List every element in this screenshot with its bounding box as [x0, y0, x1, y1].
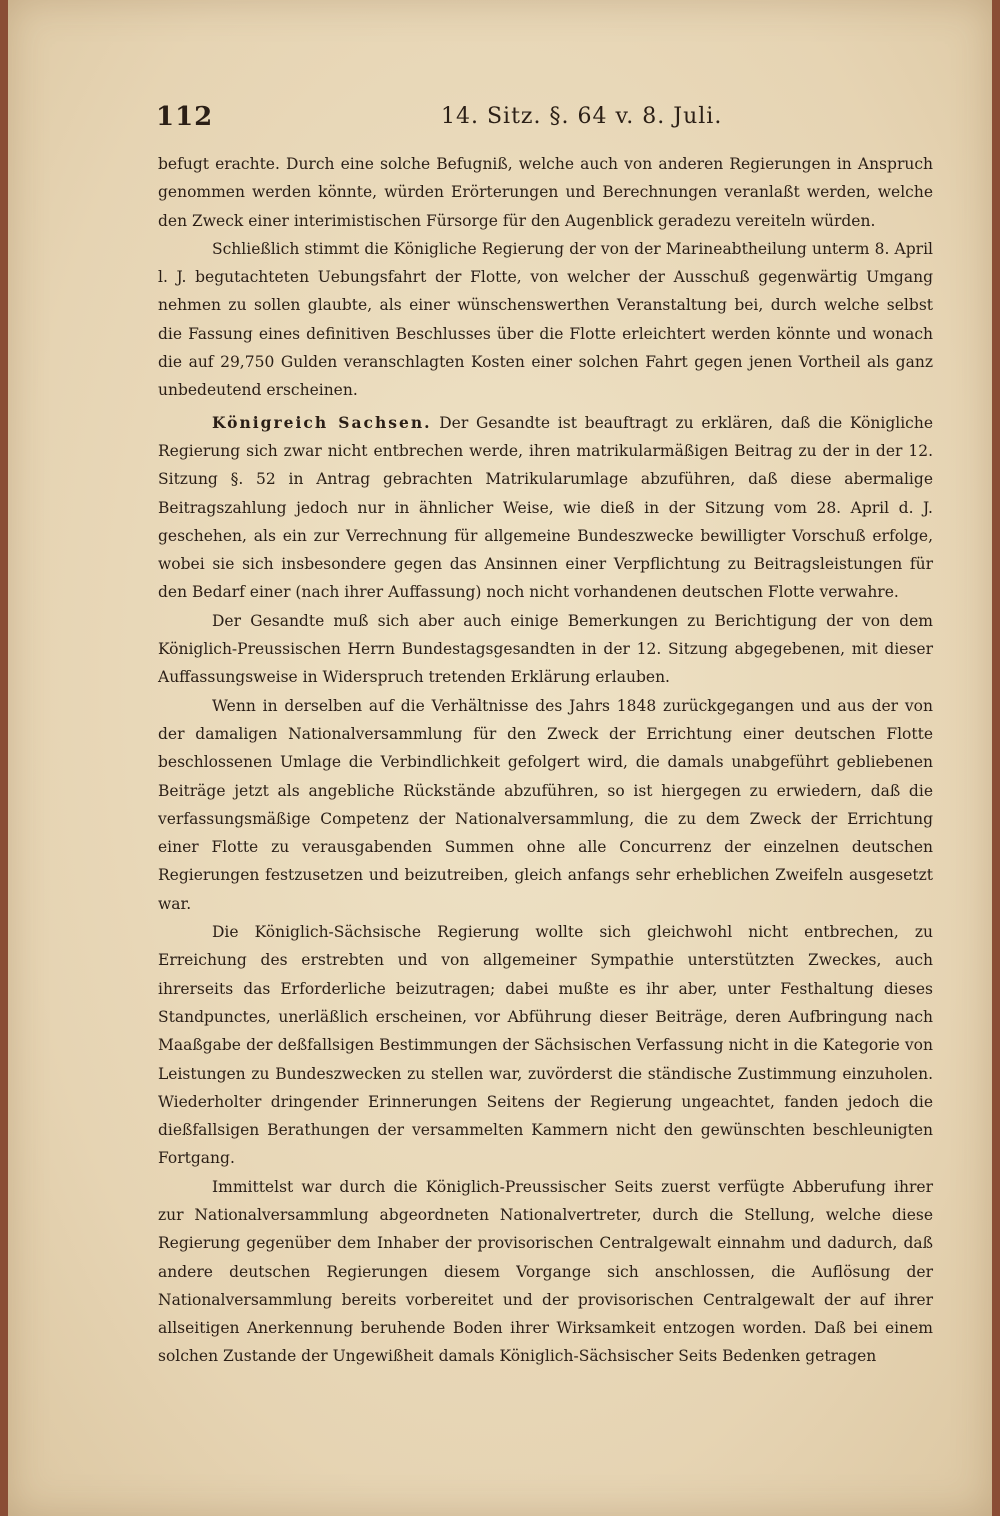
paragraph-4: Der Gesandte muß sich aber auch einige Bemerkungen zu Berichtigung der von dem Königlich-Preussischen Herrn Bundestagsgesandten in der 12. Sitzung abgegebenen, mit dieser Auffassungsweise in Widerspruch tretenden Erklärung erlauben. — [158, 611, 933, 687]
paragraph-3-text: Der Gesandte ist beauftragt zu erklären, daß die Königliche Regierung sich zwar nicht entbrechen werde, ihren matrikularmäßigen Beitrag zu der in der 12. Sitzung §. 52 in Antrag gebrachten Matrikularumlage abzuführen, daß diese abermalige Beitragszahlung jedoch nur in ähnlicher Weise, wie dieß in der Sitzung vom 28. April d. J. geschehen, als ein zur Verrechnung für allgemeine Bundeszwecke bewilligter Vorschuß erfolge, wobei sie sich insbesondere gegen das Ansinnen einer Verpflichtung zu Beitragsleistungen für den Bedarf einer (nach ihrer Auffassung) noch nicht vorhandenen deutschen Flotte verwahre. — [158, 413, 933, 602]
paragraph-3 — [158, 409, 933, 607]
page-number: 112 — [156, 102, 214, 132]
paragraph-6: Die Königlich-Sächsische Regierung wollte sich gleichwohl nicht entbrechen, zu Erreichung des erstrebten und von allgemeiner Sympathie unterstützten Zweckes, auch ihrerseits das Erforderliche beizutragen; dabei mußte es ihr aber, unter Festhaltung dieses Standpunctes, unerläßlich erscheinen, vor Abführung dieser Beiträge, deren Aufbringung nach Maaßgabe der deßfallsigen Bestimmungen der Sächsischen Verfassung nicht in die Kategorie von Leistungen zu Bundeszwecken zu stellen war, zuvörderst die ständische Zustimmung einzuholen. Wiederholter dringender Erinnerungen Seitens der Regierung ungeachtet, fanden jedoch die dießfallsigen Berathungen der versammelten Kammern nicht den gewünschten beschleunigten Fortgang. — [158, 923, 933, 1168]
section-heading: Königreich Sachsen. — [212, 412, 432, 432]
paragraph-1: befugt erachte. Durch eine solche Befugniß, welche auch von anderen Regierungen in Anspruch genommen werden könnte, würden Erörterungen und Berechnungen veranlaßt werden, welche den Zweck einer interimistischen Fürsorge für den Augenblick geradezu vereiteln würden. — [158, 155, 933, 230]
page-header — [156, 102, 931, 142]
paragraph-7: Immittelst war durch die Königlich-Preussischer Seits zuerst verfügte Abberufung ihrer zur Nationalversammlung abgeordneten Nationalvertreter, durch die Stellung, welche diese Regierung gegenüber dem Inhaber der provisorischen Centralgewalt einnahm und dadurch, daß andere deutschen Regierungen diesem Vorgange sich anschlossen, die Auflösung der Nationalversammlung bereits vorbereitet und der provisorischen Centralgewalt der auf ihrer allseitigen Anerkennung beruhende Boden ihrer Wirksamkeit entzogen worden. Daß bei einem solchen Zustande der Ungewißheit damals Königlich-Sächsischer Seits Bedenken getragen — [158, 1177, 933, 1366]
paragraph-2: Schließlich stimmt die Königliche Regierung der von der Marineabtheilung unterm 8. April l. J. begutachteten Uebungsfahrt der Flotte, von welcher der Ausschuß gegenwärtig Umgang nehmen zu sollen glaubte, als einer wünschenswerthen Veranstaltung bei, durch welche selbst die Fassung eines definitiven Beschlusses über die Flotte erleichtert werden könnte und wonach die auf 29,750 Gulden veranschlagten Kosten einer solchen Fahrt gegen jenen Vortheil als ganz unbedeutend erscheinen. — [158, 239, 933, 400]
body-text — [158, 150, 933, 1371]
document-page — [8, 0, 992, 1516]
running-head: 14. Sitz. §. 64 v. 8. Juli. — [441, 104, 723, 129]
paragraph-5: Wenn in derselben auf die Verhältnisse des Jahrs 1848 zurückgegangen und aus der von der damaligen Nationalversammlung für den Zweck der Errichtung einer deutschen Flotte beschlossenen Umlage die Verbindlichkeit gefolgert wird, die damals unabgeführt gebliebenen Beiträge jetzt als angebliche Rückstände abzuführen, so ist hiergegen zu erwiedern, daß die verfassungsmäßige Competenz der Nationalversammlung, die zu dem Zweck der Errichtung einer Flotte zu verausgabenden Summen ohne alle Concurrenz der einzelnen deutschen Regierungen festzusetzen und beizutreiben, gleich anfangs sehr erheblichen Zweifeln ausgesetzt war. — [158, 696, 933, 913]
